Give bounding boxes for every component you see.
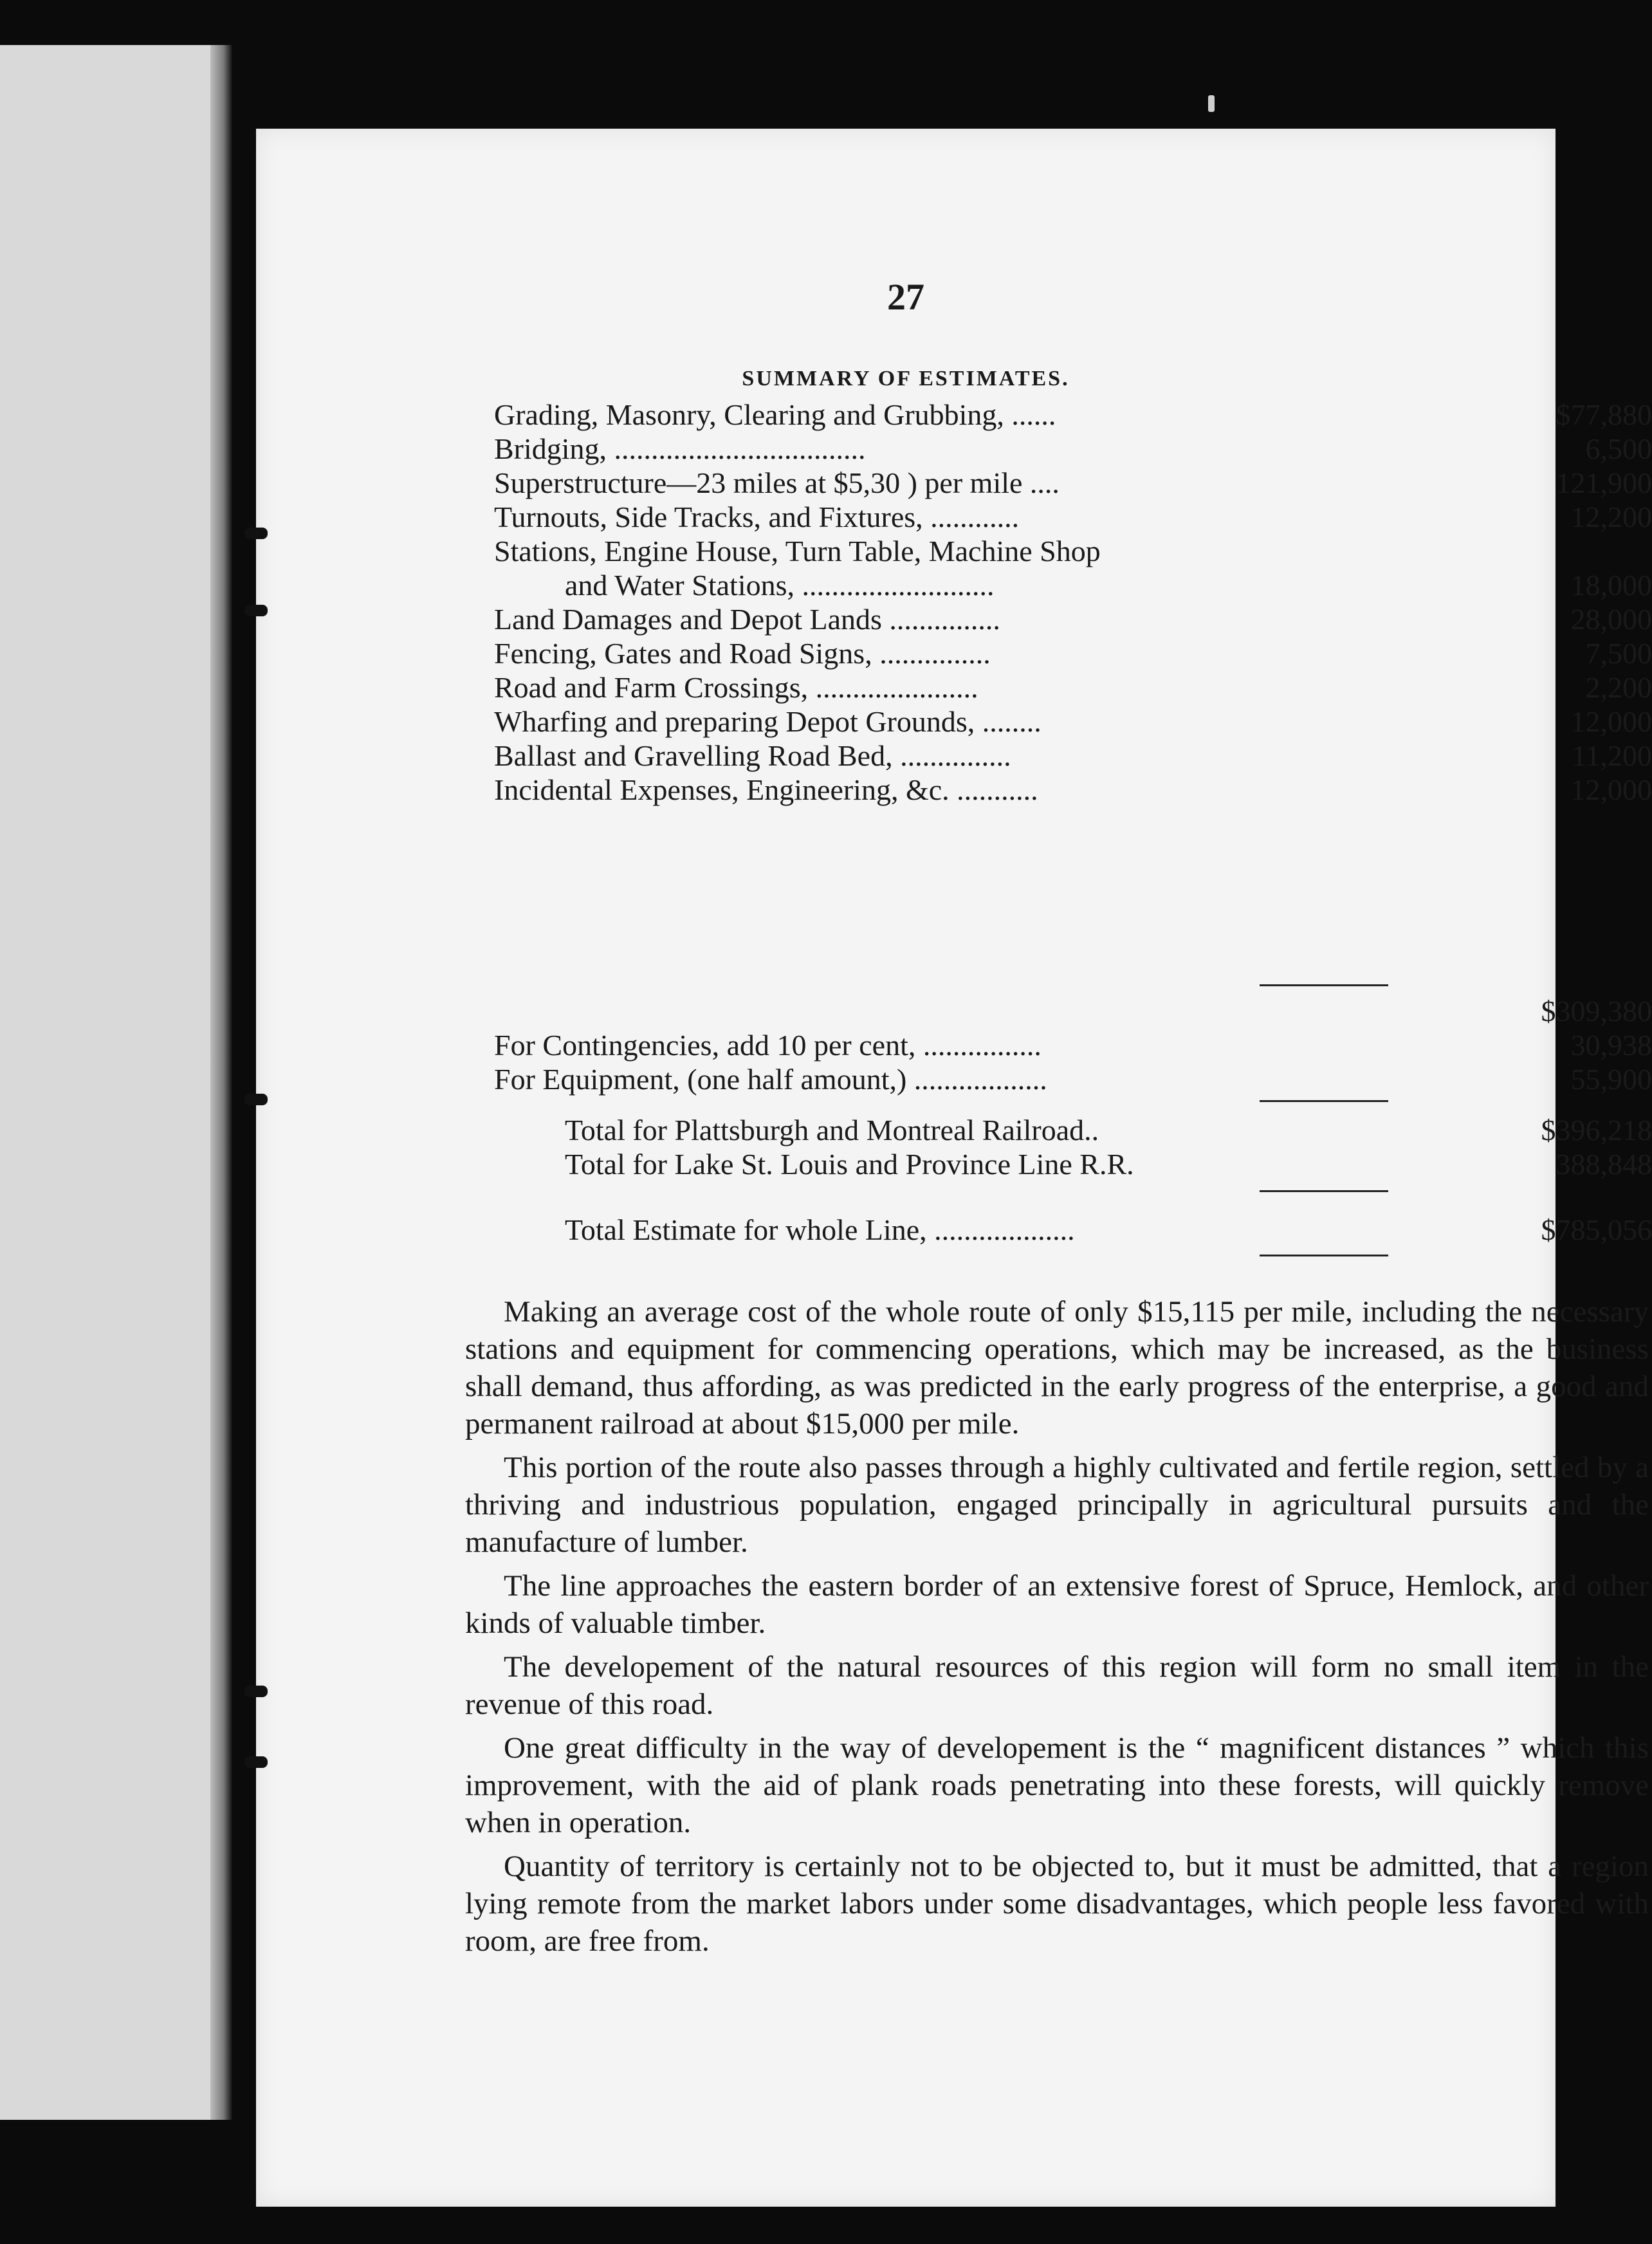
estimate-row [494,670,1652,704]
estimate-amount: 12,000 [1570,773,1652,806]
binding-thread [244,1094,268,1105]
estimate-amount: 18,000 [1570,569,1652,602]
estimate-row [494,602,1652,636]
estimate-amount: 28,000 [1570,603,1652,636]
estimate-label: Wharfing and preparing Depot Grounds, ........ [494,705,1042,738]
estimate-label: Fencing, Gates and Road Signs, ............... [494,637,991,670]
estimate-label: Stations, Engine House, Turn Table, Machine Shop [494,535,1101,567]
estimate-row [494,534,1652,602]
estimate-amount: 121,900 [1556,466,1652,499]
estimate-label: Grading, Masonry, Clearing and Grubbing, ...... [494,398,1056,431]
grand-total-underline [1260,1255,1388,1256]
left-page-edge [0,45,228,2120]
subtotal-block [494,994,1652,1096]
binding-thread [244,605,268,616]
grand-total-row [494,1213,1652,1247]
addition-row [494,1062,1652,1096]
estimate-amount: 7,500 [1585,637,1652,670]
paragraph: The developement of the natural resources of this region will form no small item in the revenue of this road. [465,1650,1649,1721]
totals-rule [1260,1100,1388,1102]
paragraph: Quantity of territory is certainly not to be objected to, but it must be admitted, that a region lying remote from the market labors under some disadvantages, which people less favored with room, are free from. [465,1850,1649,1958]
paragraph: This portion of the route also passes through a highly cultivated and fertile region, settled by a thriving and industrious population, engaged principally in agricultural pursuits and the manufacture of lumber. [465,1451,1649,1559]
total-row [494,1147,1652,1181]
subtotal-amount: $309,380 [1541,995,1652,1027]
estimate-amount: 2,200 [1585,671,1652,704]
grand-total-rule [1260,1190,1388,1192]
estimate-label: Ballast and Gravelling Road Bed, ............... [494,739,1011,772]
estimate-amount: 11,200 [1572,739,1652,772]
estimate-row [494,432,1652,466]
estimate-row [494,739,1652,773]
estimate-label: Land Damages and Depot Lands ............... [494,603,1000,636]
total-label: Total for Plattsburgh and Montreal Railroad.. [565,1114,1099,1146]
paragraph: One great difficulty in the way of developement is the “ magnificent distances ” which this improvement, with the aid of plank roads penetrating into these forests, will quickly remove when in operation. [465,1731,1649,1839]
estimate-label: Incidental Expenses, Engineering, &c. ........... [494,773,1038,806]
estimate-row [494,636,1652,670]
estimate-label: Superstructure—23 miles at $5,30 ) per mile .... [494,466,1060,499]
estimate-amount: 6,500 [1585,432,1652,465]
estimate-row [494,466,1652,500]
paragraph: Making an average cost of the whole route of only $15,115 per mile, including the necessary stations and equipment for commencing operations, which may be increased, as the business shall demand, thus affording, as was predicted in the early progress of the enterprise, a good and permanent railroad at about $15,000 per mile. [465,1295,1649,1440]
subtotal-rule [1260,984,1388,986]
estimate-amount: $77,880 [1556,398,1652,431]
totals-block [494,1113,1652,1181]
addition-label: For Contingencies, add 10 per cent, ................ [494,1029,1042,1062]
estimate-row [494,773,1652,807]
estimate-label: Bridging, .................................. [494,432,866,465]
estimate-label: Turnouts, Side Tracks, and Fixtures, ............ [494,501,1020,533]
addition-row [494,1028,1652,1062]
addition-label: For Equipment, (one half amount,) .................. [494,1063,1047,1096]
binding-thread [244,1686,268,1697]
grand-total-block [494,1213,1652,1247]
total-label: Total for Lake St. Louis and Province Line R.R. [565,1148,1134,1181]
estimate-row [494,704,1652,739]
summary-title: SUMMARY OF ESTIMATES. [742,367,1070,391]
addition-amount: 30,938 [1570,1029,1652,1062]
body-text [465,1293,1649,1960]
binding-thread [244,1756,268,1768]
grand-total-amount: $785,056 [1541,1213,1652,1246]
total-amount: $396,218 [1541,1114,1652,1146]
page-number: 27 [887,276,924,318]
book-page [256,129,1652,2207]
scan-mark [1208,95,1215,112]
grand-total-label: Total Estimate for whole Line, ................... [565,1213,1075,1246]
subtotal-row [494,994,1652,1028]
estimate-row [494,398,1652,432]
addition-amount: 55,900 [1570,1063,1652,1096]
estimate-amount: 12,000 [1570,705,1652,738]
total-amount: 388,848 [1556,1148,1652,1181]
binding-thread [244,528,268,539]
paragraph: The line approaches the eastern border of an extensive forest of Spruce, Hemlock, and other kinds of valuable timber. [465,1569,1649,1640]
estimate-row [494,500,1652,534]
estimate-label-continued: and Water Stations, .......................... [565,569,995,602]
estimates-table [494,398,1652,807]
estimate-label: Road and Farm Crossings, ...................... [494,671,978,704]
estimate-amount: 12,200 [1570,501,1652,533]
total-row [494,1113,1652,1147]
